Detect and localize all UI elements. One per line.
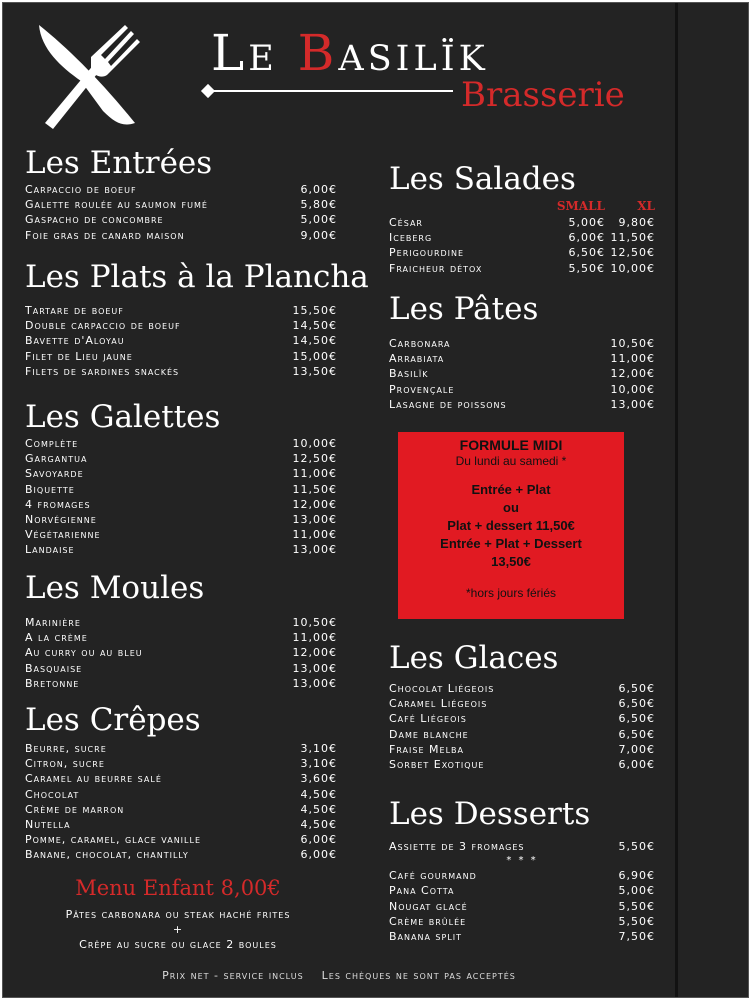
knife-fork-icon <box>31 19 143 131</box>
menu-item: Beurre, sucre 3,10€ <box>25 742 337 756</box>
item-list <box>25 615 337 691</box>
item-list <box>389 336 655 412</box>
menu-item: Gaspacho de concombre 5,00€ <box>25 213 337 227</box>
menu-item: Nougat glacé 5,50€ <box>389 899 655 913</box>
restaurant-subtitle: Brasserie <box>461 75 625 115</box>
menu-item: Crème de marron 4,50€ <box>25 802 337 816</box>
menu-item: Au curry ou au bleu 12,00€ <box>25 646 337 660</box>
menu-item: Filet de Lieu jaune 15,00€ <box>25 349 337 363</box>
menu-enfant-line: Crêpe au sucre ou glace 2 boules <box>79 938 277 951</box>
formule-line: ou <box>503 500 519 515</box>
menu-item: Double carpaccio de boeuf 14,50€ <box>25 319 337 333</box>
menu-item: Banane, chocolat, chantilly 6,00€ <box>25 848 337 862</box>
size-small-label: SMALL <box>556 199 605 213</box>
item-list <box>389 215 655 276</box>
menu-item: Banana split 7,50€ <box>389 930 655 944</box>
formule-subtitle: Du lundi au samedi * <box>455 454 567 468</box>
item-list <box>25 182 337 243</box>
menu-item: Carbonara 10,50€ <box>389 337 655 351</box>
menu-item: Tartare de boeuf 15,50€ <box>25 304 337 318</box>
menu-item: Citron, sucre 3,10€ <box>25 757 337 771</box>
menu-item: Lasagne de poissons 13,00€ <box>389 397 655 411</box>
restaurant-name: Le Basilïk <box>211 24 489 82</box>
item-list <box>389 868 655 944</box>
section-title: Les Desserts <box>389 796 591 832</box>
side-divider <box>675 3 678 997</box>
section-desserts <box>389 796 655 944</box>
section-title: Les Pâtes <box>389 291 539 327</box>
size-header <box>389 199 655 215</box>
menu-item: Pomme, caramel, glace vanille 6,00€ <box>25 833 337 847</box>
menu-enfant <box>23 875 333 952</box>
section-salades <box>389 161 655 276</box>
menu-item: Landaise 13,00€ <box>25 543 337 557</box>
menu-item: Caramel au beurre salé 3,60€ <box>25 772 337 786</box>
section-title: Les Salades <box>389 161 576 197</box>
item-list <box>25 436 337 558</box>
menu-item: Basilïk 12,00€ <box>389 367 655 381</box>
item-list <box>389 839 655 854</box>
section-title: Les Entrées <box>25 145 213 181</box>
menu-item: 4 fromages 12,00€ <box>25 497 337 511</box>
section-title: Les Crêpes <box>25 702 201 738</box>
menu-item: Marinière 10,50€ <box>25 616 337 630</box>
menu-item: Sorbet Exotique 6,00€ <box>389 758 655 772</box>
section-title: Les Moules <box>25 570 205 606</box>
formule-line: Plat + dessert 11,50€ <box>447 518 575 533</box>
menu-item: Complète 10,00€ <box>25 437 337 451</box>
menu-item: Caramel Liégeois 6,50€ <box>389 697 655 711</box>
menu-item: Bavette d'Aloyau 14,50€ <box>25 334 337 348</box>
section-title: Les Glaces <box>389 640 559 676</box>
section-glaces <box>389 640 655 772</box>
menu-item: Basquaise 13,00€ <box>25 661 337 675</box>
menu-item: Carpaccio de boeuf 6,00€ <box>25 183 337 197</box>
menu-item: Provençale 10,00€ <box>389 382 655 396</box>
section-pates <box>389 291 655 412</box>
section-plats <box>25 259 369 379</box>
section-title: Les Plats à la Plancha <box>25 259 369 295</box>
formule-line: 13,50€ <box>491 554 531 569</box>
item-list <box>25 741 337 863</box>
formule-line: Entrée + Plat + Dessert <box>440 536 582 551</box>
menu-item: Fraicheur détox 5,50€ 10,00€ <box>389 261 655 275</box>
separator-stars: * * * <box>506 855 538 867</box>
menu-item: Chocolat Liégeois 6,50€ <box>389 682 655 696</box>
title-rule <box>213 90 453 92</box>
menu-item: Nutella 4,50€ <box>25 818 337 832</box>
item-list <box>25 303 337 379</box>
menu-item: Perigourdine 6,50€ 12,50€ <box>389 246 655 260</box>
size-xl-label: XL <box>637 199 655 213</box>
menu-item: César 5,00€ 9,80€ <box>389 216 655 230</box>
menu-item: Assiette de 3 fromages 5,50€ <box>389 840 655 854</box>
section-galettes <box>25 399 337 558</box>
menu-item: Norvégienne 13,00€ <box>25 513 337 527</box>
section-entrees <box>25 145 337 243</box>
formule-title: FORMULE MIDI <box>459 437 563 453</box>
menu-item: A la crème 11,00€ <box>25 631 337 645</box>
menu-item: Iceberg 6,00€ 11,50€ <box>389 231 655 245</box>
menu-enfant-plus: + <box>172 923 184 936</box>
menu-item: Dame blanche 6,50€ <box>389 727 655 741</box>
menu-item: Foie gras de canard maison 9,00€ <box>25 228 337 242</box>
formule-note: *hors jours fériés <box>465 586 557 600</box>
menu-item: Café gourmand 6,90€ <box>389 869 655 883</box>
item-list <box>389 681 655 772</box>
section-title: Les Galettes <box>25 399 221 435</box>
menu-item: Crème brûlée 5,50€ <box>389 914 655 928</box>
menu-item: Pana Cotta 5,00€ <box>389 884 655 898</box>
menu-item: Bretonne 13,00€ <box>25 676 337 690</box>
menu-item: Gargantua 12,50€ <box>25 452 337 466</box>
menu-item: Biquette 11,50€ <box>25 482 337 496</box>
menu-item: Arrabiata 11,00€ <box>389 352 655 366</box>
footer-note: Prix net - service inclus Les chèques ne sont pas acceptés <box>162 969 516 982</box>
menu-item: Fraise Melba 7,00€ <box>389 742 655 756</box>
menu-item: Café Liégeois 6,50€ <box>389 712 655 726</box>
formule-line: Entrée + Plat <box>471 482 551 497</box>
menu-enfant-line: Pâtes carbonara ou steak haché frites <box>65 908 291 921</box>
menu-enfant-title: Menu Enfant 8,00€ <box>75 876 281 900</box>
section-moules <box>25 570 337 691</box>
formule-midi-box <box>398 432 624 619</box>
menu-item: Chocolat 4,50€ <box>25 787 337 801</box>
menu-item: Filets de sardines snackés 13,50€ <box>25 364 337 378</box>
menu-item: Végétarienne 11,00€ <box>25 528 337 542</box>
menu-page <box>2 2 749 998</box>
section-crepes <box>25 702 337 863</box>
menu-item: Galette roulée au saumon fumé 5,80€ <box>25 198 337 212</box>
menu-item: Savoyarde 11,00€ <box>25 467 337 481</box>
